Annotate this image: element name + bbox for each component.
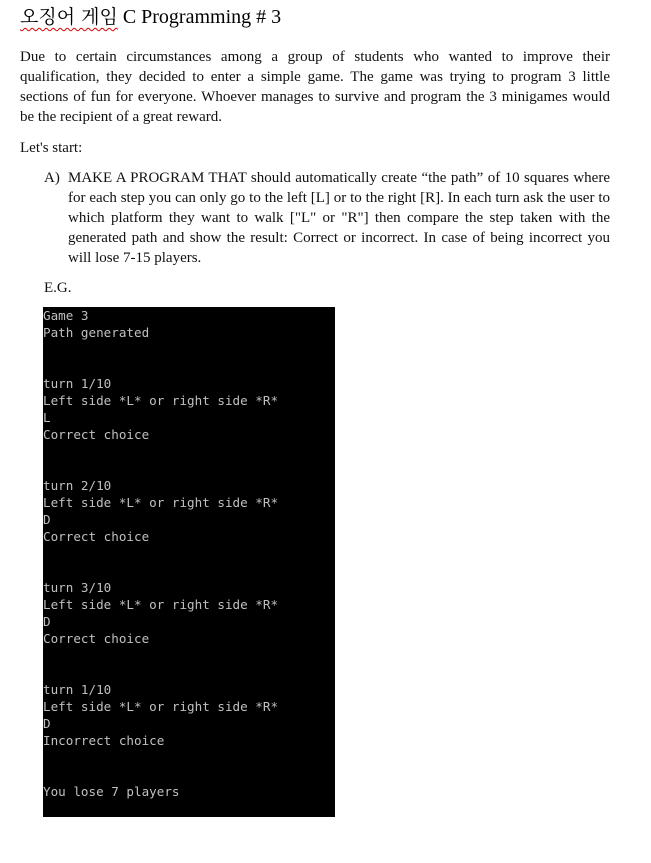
- console-line: D: [43, 716, 51, 731]
- list-item-letter: A): [44, 170, 60, 186]
- console-line: Game 3: [43, 308, 89, 323]
- console-line: You lose 7 players: [43, 784, 180, 799]
- console-line: Left side *L* or right side *R*: [43, 597, 279, 612]
- console-line: D: [43, 512, 51, 527]
- console-line: [43, 358, 335, 375]
- title-korean: 오징어 게임: [20, 6, 118, 28]
- console-line: Correct choice: [43, 631, 150, 646]
- console-line: Left side *L* or right side *R*: [43, 699, 279, 714]
- console-line: [43, 766, 335, 783]
- console-line: turn 1/10: [43, 682, 112, 697]
- title-english: C Programming # 3: [117, 6, 282, 28]
- start-label: Let's start:: [20, 140, 83, 156]
- console-line: [43, 545, 335, 562]
- console-line: turn 2/10: [43, 478, 112, 493]
- console-line: [43, 341, 335, 358]
- document-title: [20, 4, 281, 30]
- console-line: Incorrect choice: [43, 733, 165, 748]
- list-item-a: [44, 168, 610, 268]
- console-line: [43, 749, 335, 766]
- console-line: Left side *L* or right side *R*: [43, 495, 279, 510]
- example-label: E.G.: [44, 280, 72, 296]
- console-line: Path generated: [43, 325, 150, 340]
- list-item-text: MAKE A PROGRAM THAT should automatically create “the path” of 10 squares where for each step you can only go to the left [L] or to the right [R]. In each turn ask the user to which platform they want to walk ["L" or "R"] then compare the step taken with the generated path and show the result: Correct or incorrect. In case of being incorrect you will lose 7-15 players.: [68, 170, 610, 266]
- console-line: [43, 443, 335, 460]
- console-line: Left side *L* or right side *R*: [43, 393, 279, 408]
- intro-paragraph: Due to certain circumstances among a group of students who wanted to improve their qualification, they decided to enter a simple game. The game was trying to program 3 little sections of fun for everyone. Whoever manages to survive and program the 3 minigames would be the recipient of a great reward.: [20, 49, 610, 125]
- console-line: Correct choice: [43, 427, 150, 442]
- console-line: turn 3/10: [43, 580, 112, 595]
- console-line: turn 1/10: [43, 376, 112, 391]
- console-line: Correct choice: [43, 529, 150, 544]
- console-line: [43, 664, 335, 681]
- console-output: [43, 307, 335, 817]
- console-line: [43, 562, 335, 579]
- console-line: [43, 647, 335, 664]
- console-line: L: [43, 410, 51, 425]
- console-line: [43, 460, 335, 477]
- console-line: D: [43, 614, 51, 629]
